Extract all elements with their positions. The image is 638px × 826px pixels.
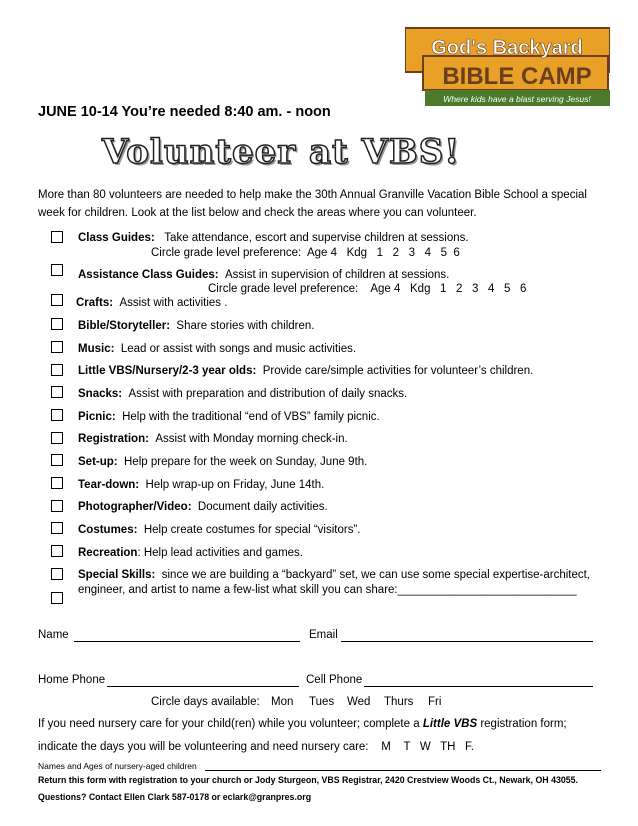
day-mon[interactable]: Mon: [271, 696, 294, 708]
checkbox-bible-storyteller[interactable]: [51, 318, 63, 330]
checkbox-special-skills[interactable]: [51, 568, 63, 580]
nursery-line-1: [38, 718, 567, 730]
role-label: Set-up:: [78, 456, 118, 468]
role-desc: Assist in supervision of children at sessions.: [225, 269, 450, 281]
nursery-text: If you need nursery care for your child(ren) while you volunteer; complete a: [38, 718, 420, 730]
role-label: Assistance Class Guides:: [78, 269, 219, 281]
role-desc: Take attendance, escort and supervise children at sessions.: [164, 232, 469, 244]
day-thurs[interactable]: Thurs: [384, 696, 414, 708]
checkbox-picnic[interactable]: [51, 409, 63, 421]
checkbox-class-guides[interactable]: [51, 231, 63, 243]
questions-contact: Questions? Contact Ellen Clark 587-0178 or eclark@granpres.org: [38, 792, 312, 802]
role-special-skills: [78, 569, 590, 581]
home-phone-field[interactable]: [107, 686, 299, 687]
role-label: Class Guides:: [78, 232, 155, 244]
checkbox-assistance-class-guides[interactable]: [51, 264, 63, 276]
header-date: JUNE 10-14 You’re needed 8:40 am. - noon: [38, 104, 331, 120]
role-label: Bible/Storyteller:: [78, 320, 171, 332]
day-wed[interactable]: Wed: [347, 696, 371, 708]
role-label: Photographer/Video:: [78, 501, 192, 513]
role-photographer: [78, 501, 328, 513]
role-label: Costumes:: [78, 524, 138, 536]
role-desc: Assist with Monday morning check-in.: [155, 433, 348, 445]
day-fri[interactable]: Fri: [428, 696, 442, 708]
assistance-grade-pref: Circle grade level preference: Age 4 Kdg 1 2 3 4 5 6: [208, 283, 527, 295]
role-label: Music:: [78, 343, 115, 355]
checkbox-special-skills-2[interactable]: [51, 592, 63, 604]
days-label: Circle days available:: [151, 696, 260, 708]
role-music: [78, 343, 356, 355]
role-desc: Assist with activities .: [119, 297, 228, 309]
checkbox-crafts[interactable]: [51, 294, 63, 306]
checkbox-set-up[interactable]: [51, 454, 63, 466]
cell-phone-field[interactable]: [364, 686, 593, 687]
checkbox-tear-down[interactable]: [51, 477, 63, 489]
role-label: Recreation: [78, 547, 138, 559]
role-desc: Help prepare for the week on Sunday, June 9th.: [124, 456, 368, 468]
nursery-text-end: registration form;: [480, 718, 567, 730]
home-phone-label: Home Phone: [38, 674, 106, 686]
checkbox-snacks[interactable]: [51, 386, 63, 398]
role-desc: Help with the traditional “end of VBS” family picnic.: [122, 411, 380, 423]
role-desc: Assist with preparation and distribution of daily snacks.: [128, 388, 408, 400]
checkbox-recreation[interactable]: [51, 545, 63, 557]
little-vbs-emphasis: Little VBS: [422, 718, 478, 730]
day-tues[interactable]: Tues: [309, 696, 335, 708]
role-desc: Provide care/simple activities for volunteer’s children.: [262, 365, 534, 377]
role-bible-storyteller: [78, 320, 314, 332]
special-skills-line-2: engineer, and artist to name a few-list what skill you can share:____________________________: [78, 584, 577, 596]
class-guides-grade-pref: Circle grade level preference: Age 4 Kdg 1 2 3 4 5 6: [151, 247, 460, 259]
role-label: Special Skills:: [78, 569, 156, 581]
checkbox-costumes[interactable]: [51, 522, 63, 534]
checkbox-registration[interactable]: [51, 432, 63, 444]
nursery-line-2: indicate the days you will be volunteering and need nursery care: M T W TH F.: [38, 741, 474, 753]
role-snacks: [78, 388, 407, 400]
checkbox-music[interactable]: [51, 341, 63, 353]
email-field[interactable]: [341, 641, 593, 642]
intro-line-2: week for children. Look at the list below and check the areas where you can volunteer.: [38, 207, 477, 219]
role-recreation: [78, 547, 303, 559]
role-label: Tear-down:: [78, 479, 140, 491]
role-desc: Lead or assist with songs and music activities.: [120, 343, 357, 355]
role-desc: Share stories with children.: [176, 320, 315, 332]
name-label: Name: [38, 629, 69, 641]
role-desc: Help create costumes for special “visitors”.: [143, 524, 361, 536]
role-set-up: [78, 456, 367, 468]
role-desc: Document daily activities.: [197, 501, 328, 513]
role-picnic: [78, 411, 380, 423]
page-title: Volunteer at VBS!: [102, 132, 461, 172]
email-label: Email: [309, 629, 338, 641]
checkbox-photographer[interactable]: [51, 500, 63, 512]
checkbox-little-vbs[interactable]: [51, 364, 63, 376]
role-assistance-class-guides: [78, 269, 449, 281]
role-label: Crafts:: [76, 297, 114, 309]
logo-tagline: Where kids have a blast serving Jesus!: [443, 94, 591, 104]
gods-backyard-logo: [405, 26, 610, 108]
logo-line1: God's Backyard: [431, 37, 583, 59]
return-instructions: Return this form with registration to your church or Jody Sturgeon, VBS Registrar, 2420 Crestview Woods Ct., Newark, OH 43055.: [38, 775, 578, 785]
role-class-guides: [78, 232, 469, 244]
role-desc: : Help lead activities and games.: [137, 547, 303, 559]
intro-line-1: More than 80 volunteers are needed to help make the 30th Annual Granville Vacation Bible School a special: [38, 189, 587, 201]
role-desc: Help wrap-up on Friday, June 14th.: [145, 479, 325, 491]
role-label: Registration:: [78, 433, 149, 445]
nursery-names-label: Names and Ages of nursery-aged children: [38, 761, 197, 771]
role-label: Snacks:: [78, 388, 123, 400]
role-tear-down: [78, 479, 324, 491]
role-label: Picnic:: [78, 411, 116, 423]
role-label: Little VBS/Nursery/2-3 year olds:: [78, 365, 257, 377]
cell-phone-label: Cell Phone: [306, 674, 363, 686]
role-costumes: [78, 524, 360, 536]
name-field[interactable]: [74, 641, 300, 642]
logo-line2: BIBLE CAMP: [442, 63, 592, 90]
role-desc: since we are building a “backyard” set, we can use some special expertise-architect,: [161, 569, 591, 581]
role-registration: [78, 433, 348, 445]
role-crafts: [76, 297, 227, 309]
nursery-names-field[interactable]: [205, 770, 601, 771]
role-little-vbs: [78, 365, 533, 377]
